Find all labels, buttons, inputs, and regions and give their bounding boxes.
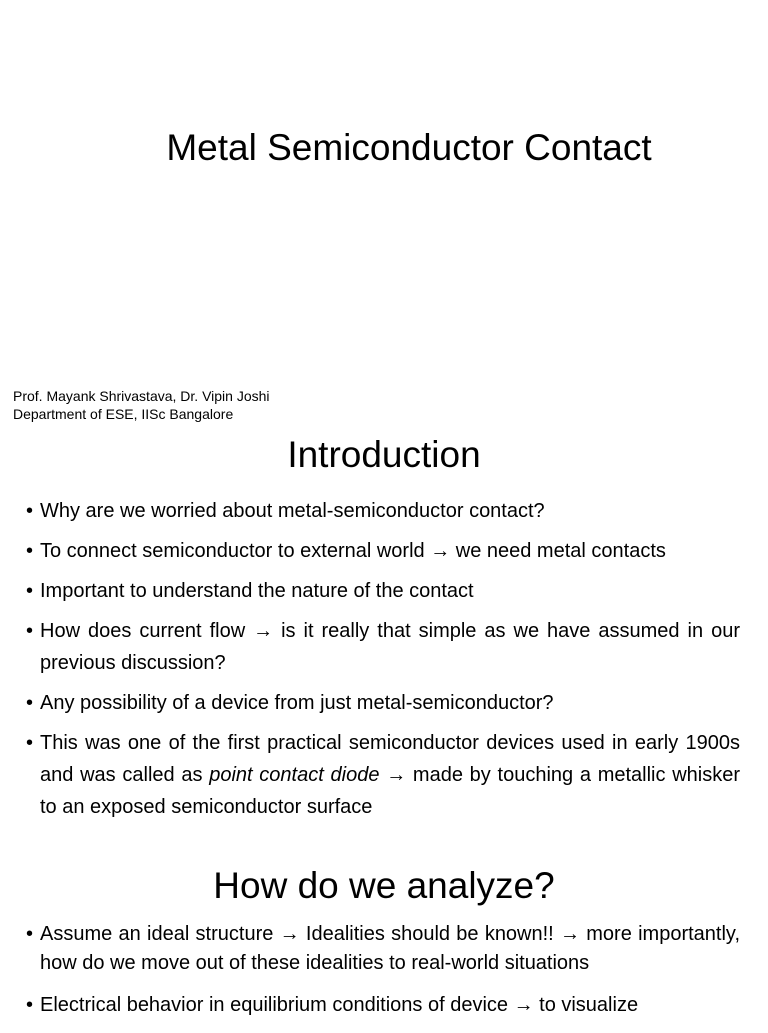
introduction-heading: Introduction: [287, 434, 481, 475]
analyze-heading: How do we analyze?: [213, 865, 555, 906]
bullet-text: Electrical behavior in equilibrium conditions of device → to visualize: [40, 994, 639, 1016]
bullet-text-part: This was one of the first practical semiconductor devices used in early 1900s and was called as: [40, 732, 740, 786]
bullet-text: Important to understand the nature of the contact: [40, 580, 474, 602]
bullet-item: [26, 535, 740, 567]
bullet-text: Why are we worried about metal-semiconductor contact?: [40, 500, 545, 522]
bullet-text: To connect semiconductor to external world → we need metal contacts: [40, 540, 666, 562]
bullet-icon: •: [26, 540, 34, 562]
bullet-text: Any possibility of a device from just metal-semiconductor?: [40, 692, 554, 714]
bullet-icon: •: [26, 923, 34, 945]
bullet-item: [26, 575, 740, 607]
bullet-text: How does current flow → is it really that simple as we have assumed in our previous discussion?: [40, 620, 740, 674]
author-block: [13, 387, 270, 423]
bullet-item: [26, 687, 740, 719]
author-names: Prof. Mayank Shrivastava, Dr. Vipin Joshi: [13, 388, 270, 404]
bullet-icon: •: [26, 732, 34, 754]
bullet-item: [26, 615, 740, 679]
bullet-item: [26, 991, 740, 1020]
bullet-icon: •: [26, 692, 34, 714]
bullet-icon: •: [26, 500, 34, 522]
bullet-icon: •: [26, 620, 34, 642]
bullet-text-part: → made by touching a metallic whisker to an exposed semiconductor surface: [40, 764, 741, 818]
bullet-item: [26, 495, 740, 527]
author-affiliation: Department of ESE, IISc Bangalore: [13, 406, 234, 422]
bullet-icon: •: [26, 580, 34, 602]
bullet-icon: •: [26, 994, 34, 1016]
emphasized-term: point contact diode: [209, 764, 380, 786]
bullet-text: Assume an ideal structure → Idealities should be known!! → more importantly, how do we move out of these idealities to real-world situations: [40, 923, 740, 974]
analyze-bullet-list: [26, 920, 740, 1033]
slide-title: Metal Semiconductor Contact: [166, 127, 652, 168]
introduction-bullet-list: [26, 495, 740, 831]
bullet-item: [26, 727, 740, 823]
bullet-item: [26, 920, 740, 978]
